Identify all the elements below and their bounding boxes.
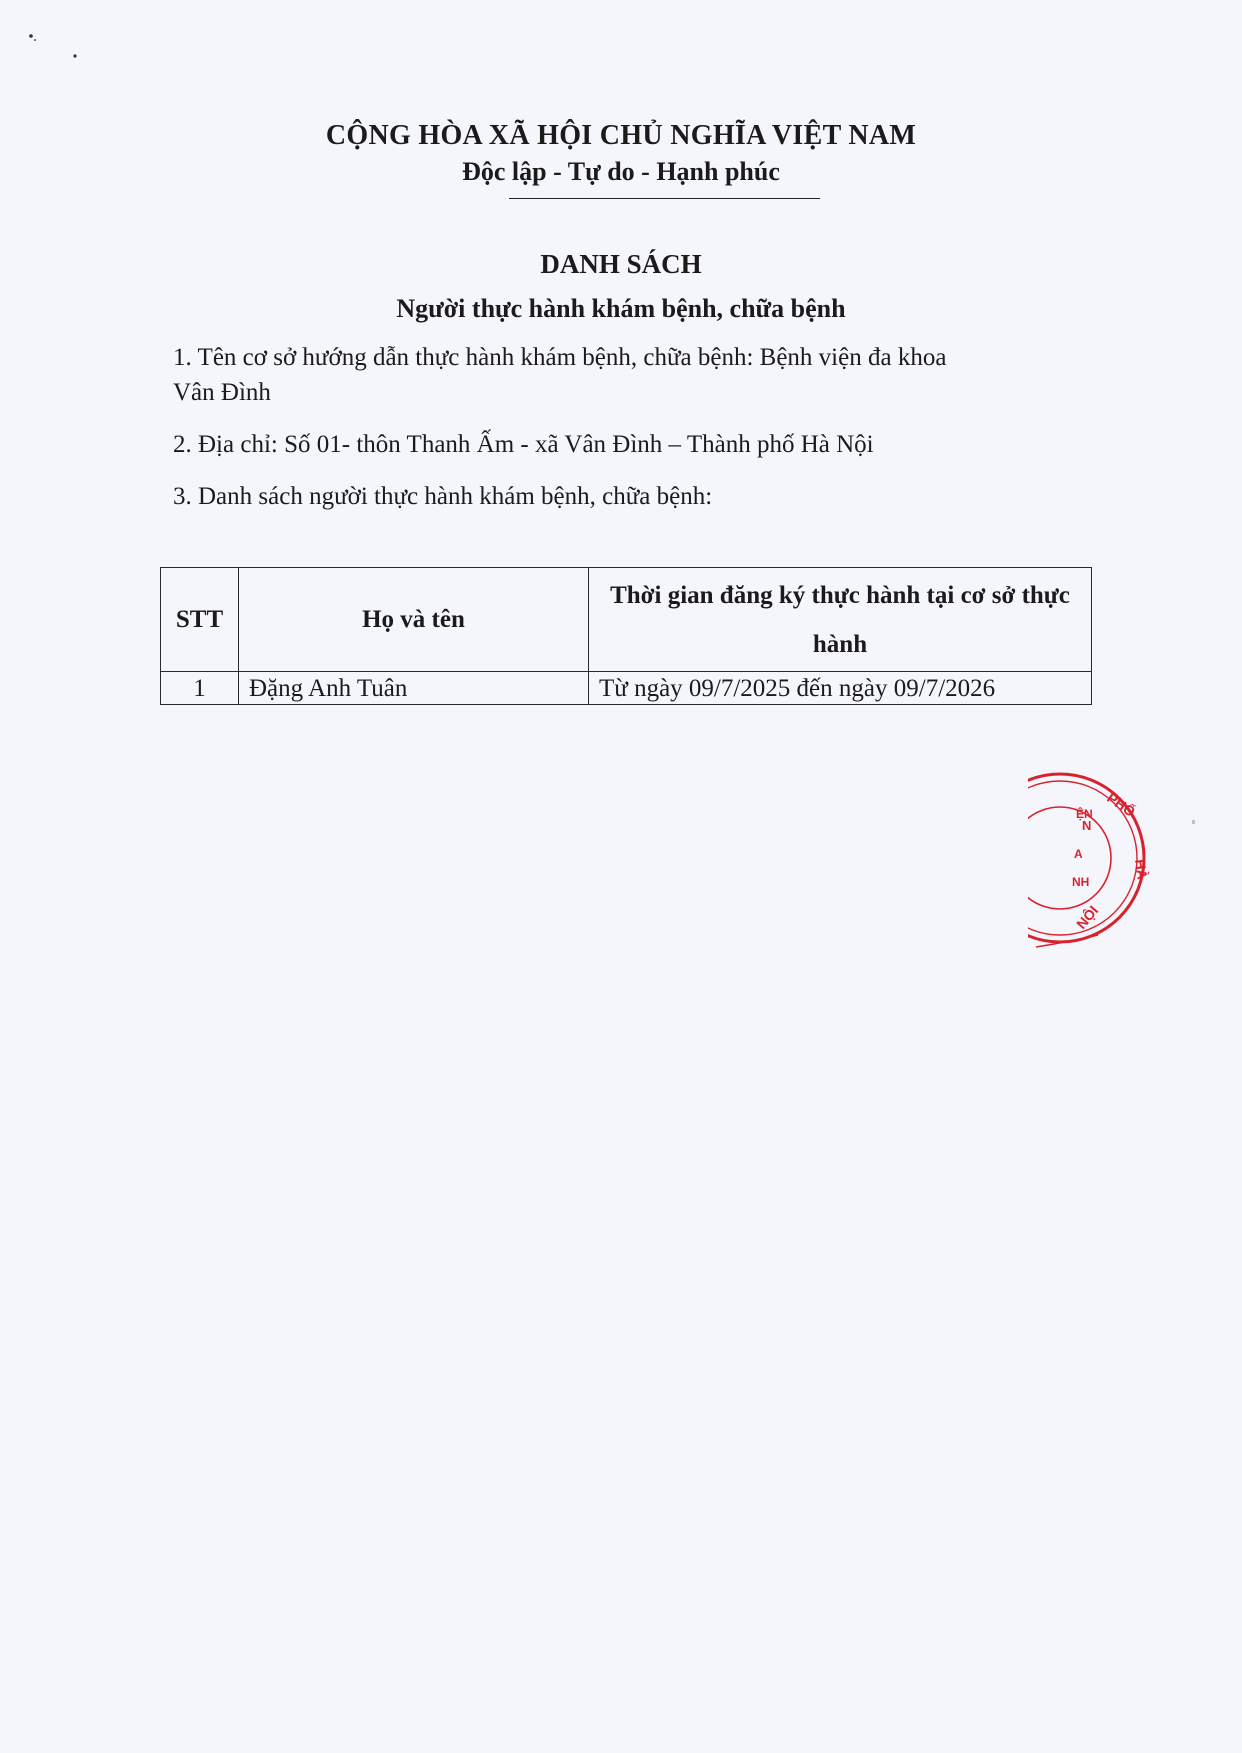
red-seal-stamp	[1028, 760, 1151, 956]
svg-text:A: A	[1074, 847, 1083, 861]
item-1-line-2: Vân Đình	[173, 379, 271, 406]
svg-text:HÀ: HÀ	[1132, 858, 1151, 881]
cell-name: Đặng Anh Tuân	[239, 672, 589, 705]
scan-specks	[24, 30, 84, 70]
item-3-list-intro: 3. Danh sách người thực hành khám bệnh, chữa bệnh:	[173, 483, 713, 510]
header-name: Họ và tên	[239, 568, 589, 672]
header-stt: STT	[161, 568, 239, 672]
svg-text:PHỐ: PHỐ	[1104, 789, 1139, 820]
cell-stt: 1	[161, 672, 239, 705]
cell-period: Từ ngày 09/7/2025 đến ngày 09/7/2026	[589, 672, 1092, 705]
scan-fleck	[1192, 820, 1195, 824]
table-row	[161, 672, 1092, 705]
svg-text:N: N	[1082, 818, 1092, 833]
nation-heading: CỘNG HÒA XÃ HỘI CHỦ NGHĨA VIỆT NAM	[325, 120, 917, 151]
document-title: DANH SÁCH	[540, 249, 702, 279]
practitioner-table	[160, 567, 1092, 705]
table-header-row	[161, 568, 1092, 672]
motto-underline	[509, 198, 820, 199]
document-subtitle: Người thực hành khám bệnh, chữa bệnh	[396, 294, 846, 323]
header-period: Thời gian đăng ký thực hành tại cơ sở thực hành	[589, 568, 1092, 672]
svg-text:NỘI: NỘI	[1073, 902, 1102, 932]
item-1-line-1: 1. Tên cơ sở hướng dẫn thực hành khám bệnh, chữa bệnh: Bệnh viện đa khoa	[173, 344, 947, 371]
svg-text:ỆN: ỆN	[1076, 807, 1093, 821]
motto: Độc lập - Tự do - Hạnh phúc	[462, 157, 780, 186]
svg-text:NH: NH	[1072, 875, 1090, 889]
item-2-address: 2. Địa chỉ: Số 01- thôn Thanh Ấm - xã Vân Đình – Thành phố Hà Nội	[173, 431, 874, 458]
